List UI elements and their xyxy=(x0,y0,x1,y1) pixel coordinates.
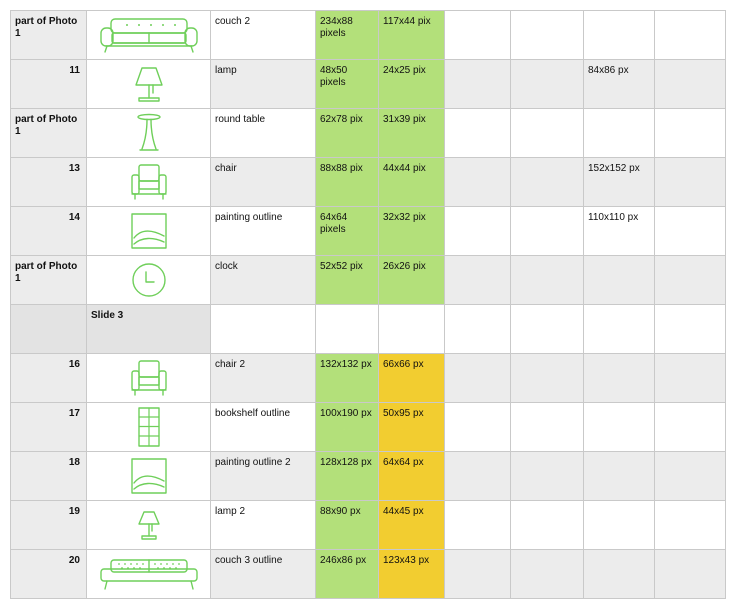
size-full-cell[interactable]: 132x132 px xyxy=(316,354,379,403)
extra-size-cell[interactable] xyxy=(584,11,655,60)
empty-cell[interactable] xyxy=(511,256,584,305)
empty-cell[interactable] xyxy=(211,305,316,354)
size-half-cell[interactable]: 32x32 pix xyxy=(379,207,445,256)
extra-size-cell[interactable] xyxy=(584,403,655,452)
empty-cell[interactable] xyxy=(655,60,726,109)
item-name-cell[interactable]: couch 3 outline xyxy=(211,550,316,599)
empty-cell[interactable] xyxy=(584,305,655,354)
size-half-cell[interactable]: 44x44 pix xyxy=(379,158,445,207)
row-number-cell[interactable]: part of Photo 1 xyxy=(11,11,87,60)
size-full-cell[interactable]: 100x190 px xyxy=(316,403,379,452)
table-row xyxy=(11,60,726,109)
item-name-cell[interactable]: chair 2 xyxy=(211,354,316,403)
size-full-cell[interactable]: 88x88 pix xyxy=(316,158,379,207)
extra-size-cell[interactable]: 152x152 px xyxy=(584,158,655,207)
row-number-cell[interactable]: 13 xyxy=(11,158,87,207)
empty-cell[interactable] xyxy=(655,501,726,550)
empty-cell[interactable] xyxy=(511,109,584,158)
extra-size-cell[interactable]: 84x86 px xyxy=(584,60,655,109)
item-name-cell[interactable]: bookshelf outline xyxy=(211,403,316,452)
empty-cell[interactable] xyxy=(445,501,511,550)
empty-cell[interactable] xyxy=(445,452,511,501)
asset-size-table xyxy=(10,10,726,599)
size-half-cell[interactable]: 31x39 pix xyxy=(379,109,445,158)
painting-icon xyxy=(87,207,211,256)
empty-cell[interactable] xyxy=(511,501,584,550)
row-number-cell[interactable]: 20 xyxy=(11,550,87,599)
bookshelf-icon xyxy=(87,403,211,452)
empty-cell[interactable] xyxy=(655,550,726,599)
table-row xyxy=(11,11,726,60)
item-name-cell[interactable]: lamp xyxy=(211,60,316,109)
empty-cell[interactable] xyxy=(511,158,584,207)
size-half-cell[interactable]: 24x25 pix xyxy=(379,60,445,109)
table-row xyxy=(11,256,726,305)
row-number-cell[interactable]: 14 xyxy=(11,207,87,256)
table-row xyxy=(11,109,726,158)
table-row xyxy=(11,452,726,501)
empty-cell[interactable] xyxy=(445,354,511,403)
table-row xyxy=(11,354,726,403)
empty-cell[interactable] xyxy=(445,305,511,354)
empty-cell[interactable] xyxy=(511,305,584,354)
couch-outline-icon xyxy=(87,550,211,599)
empty-cell[interactable] xyxy=(655,354,726,403)
painting-icon xyxy=(87,452,211,501)
empty-cell[interactable] xyxy=(511,452,584,501)
table-row xyxy=(11,550,726,599)
row-number-cell[interactable]: part of Photo 1 xyxy=(11,256,87,305)
empty-cell[interactable] xyxy=(655,452,726,501)
empty-cell[interactable] xyxy=(379,305,445,354)
empty-cell[interactable] xyxy=(655,305,726,354)
table-row xyxy=(11,158,726,207)
size-full-cell[interactable]: 64x64 pixels xyxy=(316,207,379,256)
row-number-cell[interactable]: 17 xyxy=(11,403,87,452)
slide-label[interactable]: Slide 3 xyxy=(87,305,211,354)
table-row xyxy=(11,501,726,550)
item-name-cell[interactable]: lamp 2 xyxy=(211,501,316,550)
size-full-cell[interactable]: 52x52 pix xyxy=(316,256,379,305)
size-half-cell[interactable]: 44x45 px xyxy=(379,501,445,550)
extra-size-cell[interactable] xyxy=(584,109,655,158)
item-name-cell[interactable]: clock xyxy=(211,256,316,305)
empty-cell[interactable] xyxy=(445,158,511,207)
size-half-cell[interactable]: 117x44 pix xyxy=(379,11,445,60)
size-half-cell[interactable]: 50x95 px xyxy=(379,403,445,452)
table-row xyxy=(11,403,726,452)
empty-cell[interactable] xyxy=(655,109,726,158)
couch-icon xyxy=(87,11,211,60)
empty-cell[interactable] xyxy=(655,403,726,452)
row-number-cell[interactable]: part of Photo 1 xyxy=(11,109,87,158)
size-full-cell[interactable]: 48x50 pixels xyxy=(316,60,379,109)
size-full-cell[interactable]: 88x90 px xyxy=(316,501,379,550)
extra-size-cell[interactable] xyxy=(584,256,655,305)
round-table-icon xyxy=(87,109,211,158)
row-number-cell[interactable] xyxy=(11,305,87,354)
row-number-cell[interactable]: 19 xyxy=(11,501,87,550)
chair-icon xyxy=(87,354,211,403)
empty-cell[interactable] xyxy=(445,550,511,599)
empty-cell[interactable] xyxy=(445,256,511,305)
size-half-cell[interactable]: 123x43 px xyxy=(379,550,445,599)
extra-size-cell[interactable] xyxy=(584,550,655,599)
lamp-icon xyxy=(87,60,211,109)
size-half-cell[interactable]: 66x66 px xyxy=(379,354,445,403)
empty-cell[interactable] xyxy=(655,158,726,207)
empty-cell[interactable] xyxy=(655,256,726,305)
empty-cell[interactable] xyxy=(511,11,584,60)
empty-cell[interactable] xyxy=(316,305,379,354)
row-number-cell[interactable]: 11 xyxy=(11,60,87,109)
empty-cell[interactable] xyxy=(655,207,726,256)
table-row xyxy=(11,207,726,256)
size-full-cell[interactable]: 128x128 px xyxy=(316,452,379,501)
extra-size-cell[interactable] xyxy=(584,452,655,501)
empty-cell[interactable] xyxy=(511,403,584,452)
lamp-icon xyxy=(87,501,211,550)
row-number-cell[interactable]: 16 xyxy=(11,354,87,403)
size-full-cell[interactable]: 62x78 pix xyxy=(316,109,379,158)
empty-cell[interactable] xyxy=(445,109,511,158)
item-name-cell[interactable]: couch 2 xyxy=(211,11,316,60)
item-name-cell[interactable]: painting outline 2 xyxy=(211,452,316,501)
empty-cell[interactable] xyxy=(445,403,511,452)
empty-cell[interactable] xyxy=(655,11,726,60)
extra-size-cell[interactable] xyxy=(584,501,655,550)
slide-header-row xyxy=(11,305,726,354)
empty-cell[interactable] xyxy=(445,60,511,109)
chair-icon xyxy=(87,158,211,207)
empty-cell[interactable] xyxy=(445,207,511,256)
empty-cell[interactable] xyxy=(511,354,584,403)
size-full-cell[interactable]: 246x86 px xyxy=(316,550,379,599)
item-name-cell[interactable]: painting outline xyxy=(211,207,316,256)
empty-cell[interactable] xyxy=(445,11,511,60)
row-number-cell[interactable]: 18 xyxy=(11,452,87,501)
size-half-cell[interactable]: 64x64 px xyxy=(379,452,445,501)
item-name-cell[interactable]: round table xyxy=(211,109,316,158)
size-half-cell[interactable]: 26x26 pix xyxy=(379,256,445,305)
item-name-cell[interactable]: chair xyxy=(211,158,316,207)
empty-cell[interactable] xyxy=(511,60,584,109)
empty-cell[interactable] xyxy=(511,207,584,256)
extra-size-cell[interactable]: 110x110 px xyxy=(584,207,655,256)
extra-size-cell[interactable] xyxy=(584,354,655,403)
empty-cell[interactable] xyxy=(511,550,584,599)
clock-icon xyxy=(87,256,211,305)
size-full-cell[interactable]: 234x88 pixels xyxy=(316,11,379,60)
